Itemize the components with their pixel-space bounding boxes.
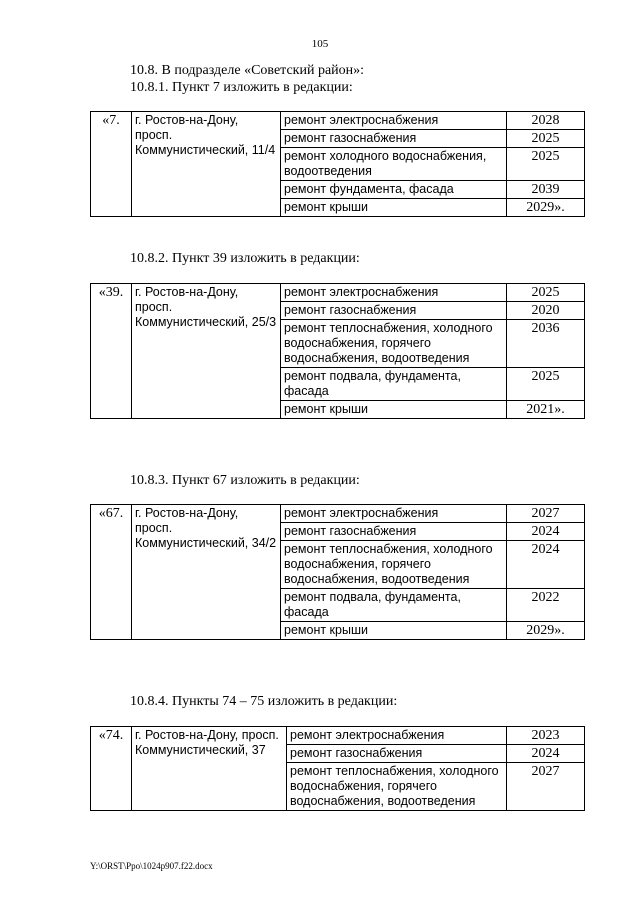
work-name: ремонт крыши bbox=[281, 401, 507, 419]
table-item-74 bbox=[90, 726, 585, 811]
work-name: ремонт электроснабжения bbox=[281, 284, 507, 302]
table-item-7 bbox=[90, 111, 585, 217]
item-address: г. Ростов-на-Дону, просп. Коммунистический, 34/2 bbox=[132, 505, 281, 640]
work-year: 2029». bbox=[507, 199, 585, 217]
table-item-67 bbox=[90, 504, 585, 640]
work-name: ремонт холодного водоснабжения, водоотведения bbox=[281, 148, 507, 181]
work-name: ремонт фундамента, фасада bbox=[281, 181, 507, 199]
section-heading: 10.8. В подразделе «Советский район»: bbox=[130, 63, 365, 78]
item-number: «39. bbox=[91, 284, 132, 419]
work-year: 2025 bbox=[507, 148, 585, 181]
table-item-39 bbox=[90, 283, 585, 419]
work-year: 2024 bbox=[507, 541, 585, 589]
work-name: ремонт подвала, фундамента, фасада bbox=[281, 368, 507, 401]
work-name: ремонт крыши bbox=[281, 622, 507, 640]
work-year: 2028 bbox=[507, 112, 585, 130]
item-address: г. Ростов-на-Дону, просп. Коммунистический, 11/4 bbox=[132, 112, 281, 217]
section-title-3: 10.8.3. Пункт 67 изложить в редакции: bbox=[130, 473, 360, 488]
work-name: ремонт подвала, фундамента, фасада bbox=[281, 589, 507, 622]
item-number: «67. bbox=[91, 505, 132, 640]
section-title-2: 10.8.2. Пункт 39 изложить в редакции: bbox=[130, 251, 360, 266]
work-year: 2020 bbox=[507, 302, 585, 320]
work-year: 2025 bbox=[507, 284, 585, 302]
item-address: г. Ростов-на-Дону, просп. Коммунистический, 37 bbox=[132, 727, 287, 811]
section-title-4: 10.8.4. Пункты 74 – 75 изложить в редакции: bbox=[130, 694, 398, 709]
file-path-footer: Y:\ORST\Ppo\1024p907.f22.docx bbox=[90, 861, 213, 871]
table-row bbox=[91, 112, 585, 130]
work-name: ремонт теплоснабжения, холодного водоснабжения, горячего водоснабжения, водоотведения bbox=[281, 320, 507, 368]
work-name: ремонт теплоснабжения, холодного водоснабжения, горячего водоснабжения, водоотведения bbox=[281, 541, 507, 589]
table-row bbox=[91, 727, 585, 745]
table-row bbox=[91, 505, 585, 523]
work-year: 2027 bbox=[507, 763, 585, 811]
work-name: ремонт газоснабжения bbox=[281, 302, 507, 320]
work-year: 2029». bbox=[507, 622, 585, 640]
section-title-1: 10.8.1. Пункт 7 изложить в редакции: bbox=[130, 80, 353, 95]
work-year: 2025 bbox=[507, 130, 585, 148]
work-year: 2021». bbox=[507, 401, 585, 419]
table-row bbox=[91, 284, 585, 302]
work-name: ремонт газоснабжения bbox=[287, 745, 507, 763]
item-number: «74. bbox=[91, 727, 132, 811]
work-year: 2036 bbox=[507, 320, 585, 368]
work-name: ремонт электроснабжения bbox=[281, 505, 507, 523]
item-number: «7. bbox=[91, 112, 132, 217]
work-name: ремонт электроснабжения bbox=[281, 112, 507, 130]
work-year: 2039 bbox=[507, 181, 585, 199]
work-name: ремонт газоснабжения bbox=[281, 130, 507, 148]
work-year: 2024 bbox=[507, 523, 585, 541]
work-name: ремонт крыши bbox=[281, 199, 507, 217]
work-year: 2027 bbox=[507, 505, 585, 523]
item-address: г. Ростов-на-Дону, просп. Коммунистический, 25/3 bbox=[132, 284, 281, 419]
page-number: 105 bbox=[311, 38, 329, 50]
work-name: ремонт электроснабжения bbox=[287, 727, 507, 745]
work-name: ремонт газоснабжения bbox=[281, 523, 507, 541]
work-name: ремонт теплоснабжения, холодного водоснабжения, горячего водоснабжения, водоотведения bbox=[287, 763, 507, 811]
work-year: 2023 bbox=[507, 727, 585, 745]
work-year: 2022 bbox=[507, 589, 585, 622]
work-year: 2025 bbox=[507, 368, 585, 401]
work-year: 2024 bbox=[507, 745, 585, 763]
